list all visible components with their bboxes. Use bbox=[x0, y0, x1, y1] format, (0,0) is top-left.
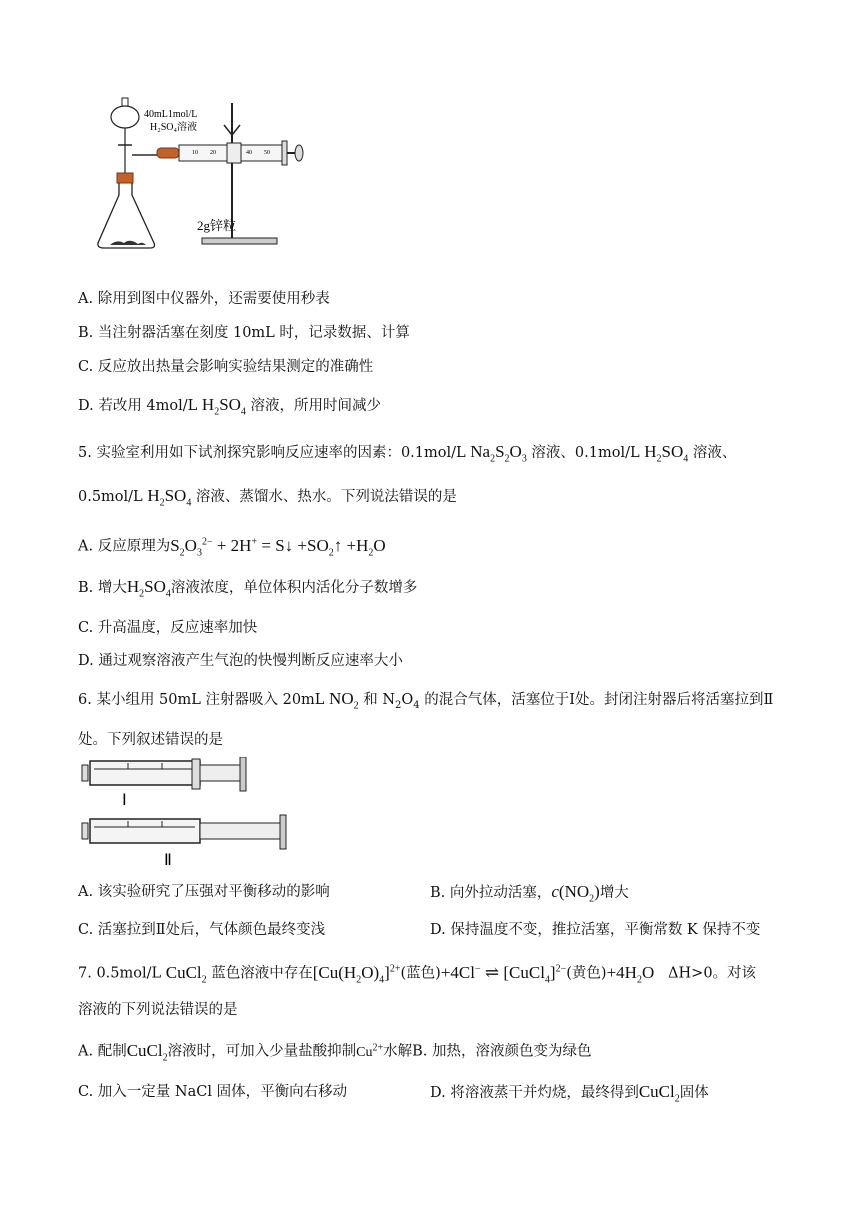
q7-stem-text: 蓝色溶液中存在 bbox=[206, 965, 313, 982]
q5-stem-text: 5. 实验室利用如下试剂探究影响反应速率的因素：0.1mol/L bbox=[78, 445, 471, 461]
q7-options-row2 bbox=[78, 1082, 709, 1105]
equilibrium-middle: +4Cl− ⇌ [CuCl$_4$]$^{2-}$ bbox=[440, 962, 567, 986]
q6-option-b bbox=[430, 882, 629, 909]
cu-h2o-complex: $[Cu(H_2O)_4]^{2+}$ bbox=[312, 962, 401, 986]
cucl2-formula: CuCl$_2$ bbox=[126, 1040, 168, 1064]
scale-tick: 10 bbox=[192, 150, 198, 156]
q6-stem-text: 和 N bbox=[358, 692, 396, 708]
reaction-equation: $S_2O_3^{2-} + 2H^+$ = S↓ $+SO_2↑ +H_2O$ bbox=[170, 535, 386, 559]
q6-b-post: 增大 bbox=[599, 885, 629, 901]
scale-tick: 50 bbox=[264, 150, 270, 156]
q6-option-a: A. 该实验研究了压强对平衡移动的影响 bbox=[78, 884, 330, 900]
water-term: $+4H_2O$ bbox=[606, 962, 655, 986]
q4-option-a: A. 除用到图中仪器外，还需要使用秒表 bbox=[78, 291, 330, 307]
cucl2-formula: CuCl$_2$ bbox=[165, 962, 207, 986]
q7-option-d bbox=[430, 1082, 709, 1109]
q5-stem-line1 bbox=[78, 442, 736, 469]
q7-yellow: (黄色) bbox=[566, 965, 607, 982]
q5-stem-text: 0.5mol/L bbox=[78, 489, 148, 505]
cu2-ion: $Cu^{2+}$ bbox=[356, 1042, 384, 1060]
q6-stem-text: 的混合气体，活塞位于Ⅰ处。封闭注射器后将活塞拉到Ⅱ bbox=[419, 692, 774, 708]
q6-option-d: D. 保持温度不变，推拉活塞，平衡常数 K 保持不变 bbox=[430, 922, 761, 938]
h2so4-formula: $H_2SO_4$ bbox=[126, 577, 171, 600]
q4-option-b: B. 当注射器活塞在刻度 10mL 时，记录数据、计算 bbox=[78, 325, 410, 341]
q5-b-pre: B. 增大 bbox=[78, 580, 127, 596]
q5-option-a bbox=[78, 532, 386, 563]
c-no2-expression: $c(NO_2)$ bbox=[551, 882, 600, 905]
q4-option-d bbox=[78, 395, 381, 422]
acid-label-line2: H₂SO₄溶液 bbox=[150, 122, 197, 133]
q7-stem-text: 7. 0.5mol/L bbox=[78, 965, 166, 982]
q6-options-row1 bbox=[78, 882, 629, 905]
q4-d-pre: D. 若改用 4mol/L bbox=[78, 398, 202, 414]
q7-stem-line2: 溶液的下列说法错误的是 bbox=[78, 1002, 238, 1018]
syringe-figure bbox=[80, 757, 300, 869]
zinc-label: 2g锌粒 bbox=[197, 218, 237, 233]
syringe-position-i bbox=[82, 757, 246, 809]
q7-d-pre: D. 将溶液蒸干并灼烧，最终得到 bbox=[430, 1085, 639, 1101]
q5-stem-text: 溶液、蒸馏水、热水。下列说法错误的是 bbox=[191, 489, 457, 505]
label-i: Ⅰ bbox=[122, 792, 127, 809]
q7-a-post: 水解 bbox=[383, 1043, 413, 1060]
zinc-acid-apparatus-figure bbox=[92, 95, 312, 255]
acid-label-line1: 40mL1mol/L bbox=[144, 109, 198, 120]
no2-formula: $NO_2$ bbox=[329, 689, 359, 712]
q7-option-a bbox=[78, 1038, 591, 1068]
q7-blue: (蓝色) bbox=[400, 965, 441, 982]
q7-d-post: 固体 bbox=[679, 1085, 709, 1101]
q4-option-c: C. 反应放出热量会影响实验结果测定的准确性 bbox=[78, 359, 374, 375]
q7-option-b: B. 加热，溶液颜色变为绿色 bbox=[412, 1043, 592, 1060]
q5-option-c: C. 升高温度，反应速率加快 bbox=[78, 620, 258, 636]
q6-option-c: C. 活塞拉到Ⅱ处后，气体颜色最终变浅 bbox=[78, 922, 326, 938]
q6-stem-line2: 处。下列叙述错误的是 bbox=[78, 732, 223, 748]
q5-a-pre: A. 反应原理为 bbox=[78, 538, 171, 555]
q5-stem-text: 溶液、0.1mol/L bbox=[526, 445, 645, 461]
q6-options-row2 bbox=[78, 920, 761, 940]
label-ii: Ⅱ bbox=[164, 852, 172, 869]
q7-enthalpy: ΔH>0 bbox=[668, 965, 713, 982]
q6-b-pre: B. 向外拉动活塞， bbox=[430, 885, 552, 901]
q5-option-b bbox=[78, 577, 417, 604]
scale-tick: 20 bbox=[210, 150, 216, 156]
q7-stem-line1 bbox=[78, 959, 756, 990]
q4-d-post: 溶液，所用时间减少 bbox=[245, 398, 382, 414]
q5-stem-line2 bbox=[78, 486, 457, 513]
q7-option-c: C. 加入一定量 NaCl 固体，平衡向右移动 bbox=[78, 1084, 348, 1100]
na2s2o3-formula: $Na_2S_2O_3$ bbox=[470, 442, 527, 465]
q5-b-post: 溶液浓度，单位体积内活化分子数增多 bbox=[170, 580, 418, 596]
scale-tick: 40 bbox=[246, 150, 252, 156]
q6-stem-text: 6. 某小组用 50mL 注射器吸入 20mL bbox=[78, 692, 330, 708]
q7-a-mid: 溶液时，可加入少量盐酸抑制 bbox=[167, 1043, 357, 1060]
q6-stem-text: O bbox=[401, 692, 414, 708]
h2so4-formula: $H_2SO_4$ bbox=[201, 395, 246, 418]
h2so4-formula: $H_2SO_4$ bbox=[644, 442, 689, 465]
syringe-position-ii bbox=[82, 815, 286, 869]
q6-stem-line1: 6. 某小组用 50mL 注射器吸入 20mL $NO_2$ 和 $N_2O_4$ 的混合气体，活塞位于Ⅰ处。封闭注射器后将活塞拉到Ⅱ bbox=[78, 689, 774, 712]
h2so4-formula: $H_2SO_4$ bbox=[147, 486, 192, 509]
q5-option-d: D. 通过观察溶液产生气泡的快慢判断反应速率大小 bbox=[78, 653, 403, 669]
q7-a-pre: A. 配制 bbox=[78, 1043, 127, 1060]
q7-stem-text: 。对该 bbox=[712, 965, 757, 982]
q5-stem-text: 溶液、 bbox=[688, 445, 737, 461]
cucl2-formula: CuCl$_2$ bbox=[638, 1082, 680, 1105]
